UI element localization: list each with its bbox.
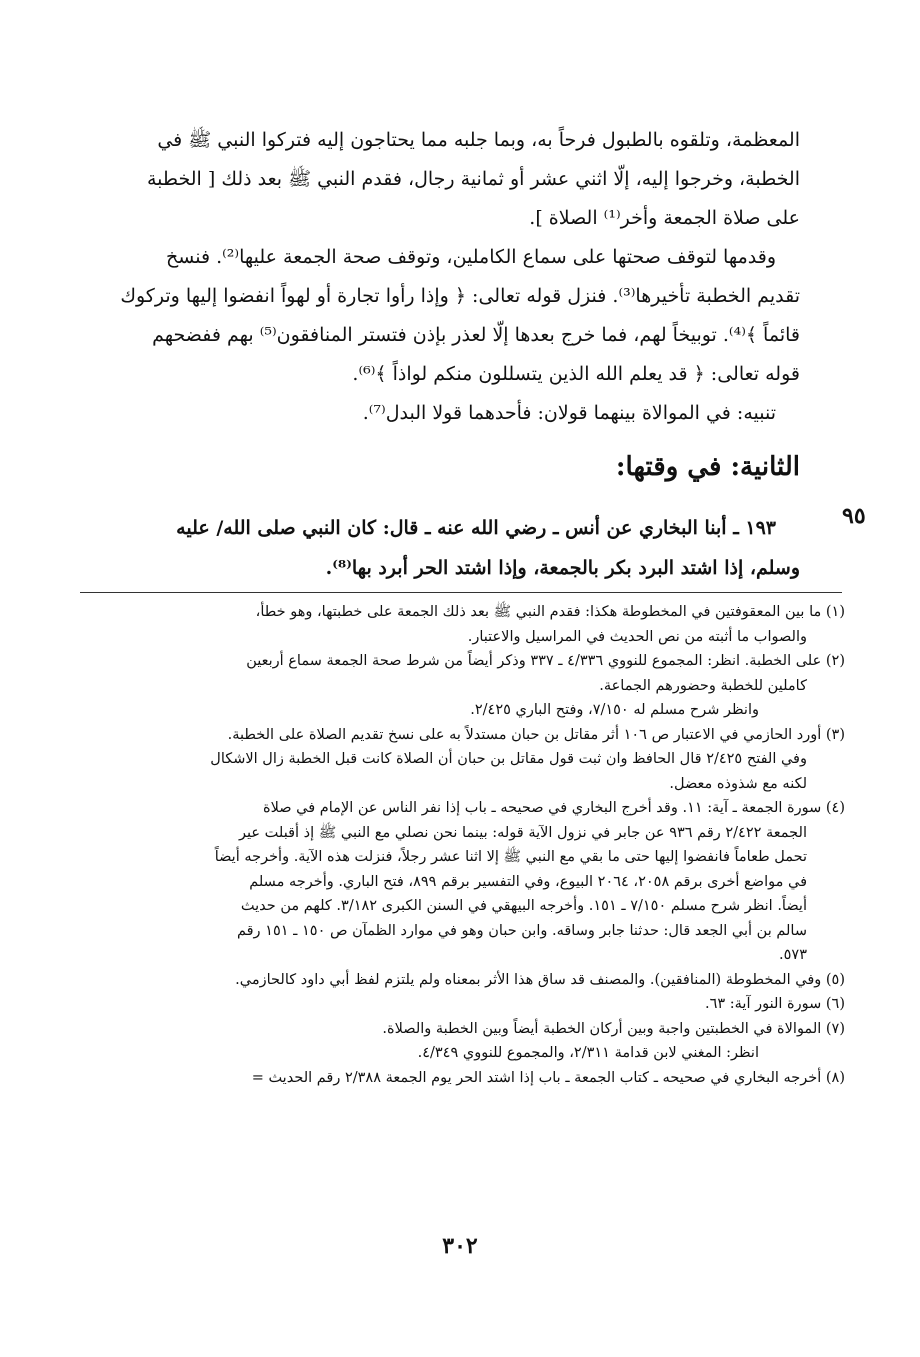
footnote-line: (١) ما بين المعقوفتين في المخطوطة هكذا: فقدم النبي ﷺ بعد ذلك الجمعة على خطبتها، وهو خطأ، [255,604,845,620]
footnote-line: (٧) الموالاة في الخطبتين واجبة وبين أركان الخطبة أيضاً وبين الخطبة والصلاة. [382,1020,845,1037]
footnote-line: أيضاً. انظر شرح مسلم ٧/١٥٠ ـ ١٥١. وأخرجه البيهقي في السنن الكبرى ٣/١٨٢. كلهم من حديث [240,898,807,914]
footnote-line: لكنه مع شذوذه معضل. [669,775,807,792]
footnote-line: ٥٧٣. [779,947,807,963]
footnote-line: تحمل طعاماً فانفضوا إليها حتى ما بقي مع النبي ﷺ إلا اثنا عشر رجلاً، فنزلت هذه الآية. وأخرجه أيضاً [214,849,807,865]
footnote-line: انظر: المغني لابن قدامة ٢/٣١١، والمجموع للنووي ٤/٣٤٩. [417,1045,759,1061]
footnote-line: (٢) على الخطبة. انظر: المجموع للنووي ٤/٣٣٦ ـ ٣٣٧ وذكر أيضاً من شرط صحة الجمعة سماع أربعين [246,653,845,669]
marginal-number: ٩٥ [842,503,866,529]
main-text-line: تقديم الخطبة تأخيرها⁽³⁾. فنزل قوله تعالى: ﴿ وإذا رأوا تجارة أو لهواً انفضوا إليها وتركوك [120,285,800,307]
footnote-line: (٣) أورد الحازمي في الاعتبار ص ١٠٦ أثر مقاتل بن حبان مستدلاً به على نسخ تقديم الصلاة على الخطبة. [227,726,845,743]
main-text-line: المعظمة، وتلقوه بالطبول فرحاً به، وبما جلبه مما يحتاجون إليه فتركوا النبي ﷺ في [157,129,800,151]
footnote-line: كاملين للخطبة وحضورهم الجماعة. [599,677,807,694]
footnote-line: الجمعة ٢/٤٢٢ رقم ٩٣٦ عن جابر في نزول الآية قوله: بينما نحن نصلي مع النبي ﷺ إذ أقبلت عير [239,824,807,841]
hadith-line: وسلم، إذا اشتد البرد بكر بالجمعة، وإذا اشتد الحر أبرد بها⁽⁸⁾. [325,557,800,579]
main-text-line: تنبيه: في الموالاة بينهما قولان: فأحدهما قولا البدل⁽⁷⁾. [362,402,776,424]
footnote-line: وفي الفتح ٢/٤٢٥ قال الحافظ وان ثبت قول مقاتل بن حبان أن الصلاة كانت قبل الخطبة زال الاشكال [210,751,807,767]
footnote-divider [80,592,842,593]
main-text-block [80,121,800,433]
hadith-block [80,508,800,588]
footnote-line: (٤) سورة الجمعة ـ آية: ١١. وقد أخرج البخاري في صحيحه ـ باب إذا نفر الناس عن الإمام في صلاة [262,800,845,816]
main-text-line: قوله تعالى: ﴿ قد يعلم الله الذين يتسللون منكم لواذاً ﴾⁽⁶⁾. [352,363,800,385]
footnotes-block [80,600,845,1090]
main-text-line: الخطبة، وخرجوا إليه، إلّا اثني عشر أو ثمانية رجال، فقدم النبي ﷺ بعد ذلك [ الخطبة [146,168,800,190]
section-heading: الثانية: في وقتها: [615,452,800,482]
page-number: ٣٠٢ [442,1233,478,1259]
footnote-line: (٦) سورة النور آية: ٦٣. [704,996,845,1012]
footnote-line: (٨) أخرجه البخاري في صحيحه ـ كتاب الجمعة ـ باب إذا اشتد الحر يوم الجمعة ٢/٣٨٨ رقم الحديث = [251,1069,845,1086]
main-text-line: قائماً ﴾⁽⁴⁾. توبيخاً لهم، فما خرج بعدها إلّا لعذر بإذن فتستر المنافقون⁽⁵⁾ بهم ففضحهم [152,324,800,346]
footnote-line: سالم بن أبي الجعد قال: حدثنا جابر وساقه. وابن حبان وهو في موارد الظمآن ص ١٥٠ ـ ١٥١ رقم [236,922,807,939]
main-text-line: وقدمها لتوقف صحتها على سماع الكاملين، وتوقف صحة الجمعة عليها⁽²⁾. فنسخ [166,246,776,268]
footnote-line: في مواضع أخرى برقم ٢٠٥٨، ٢٠٦٤ البيوع، وفي التفسير برقم ٨٩٩، فتح الباري. وأخرجه مسلم [249,873,807,890]
main-text-line: على صلاة الجمعة وأخر⁽¹⁾ الصلاة ]. [529,207,800,229]
footnote-line: (٥) وفي المخطوطة (المنافقين). والمصنف قد ساق هذا الأثر بمعناه ولم يلتزم لفظ أبي داود كالحازمي. [235,971,845,988]
footnote-line: والصواب ما أثبته من نص الحديث في المراسيل والاعتبار. [467,628,807,645]
hadith-line: ١٩٣ ـ أبنا البخاري عن أنس ـ رضي الله عنه ـ قال: كان النبي صلى الله/ عليه [176,517,776,539]
footnote-line: وانظر شرح مسلم له ٧/١٥٠، وفتح الباري ٢/٤٢٥. [470,702,759,718]
